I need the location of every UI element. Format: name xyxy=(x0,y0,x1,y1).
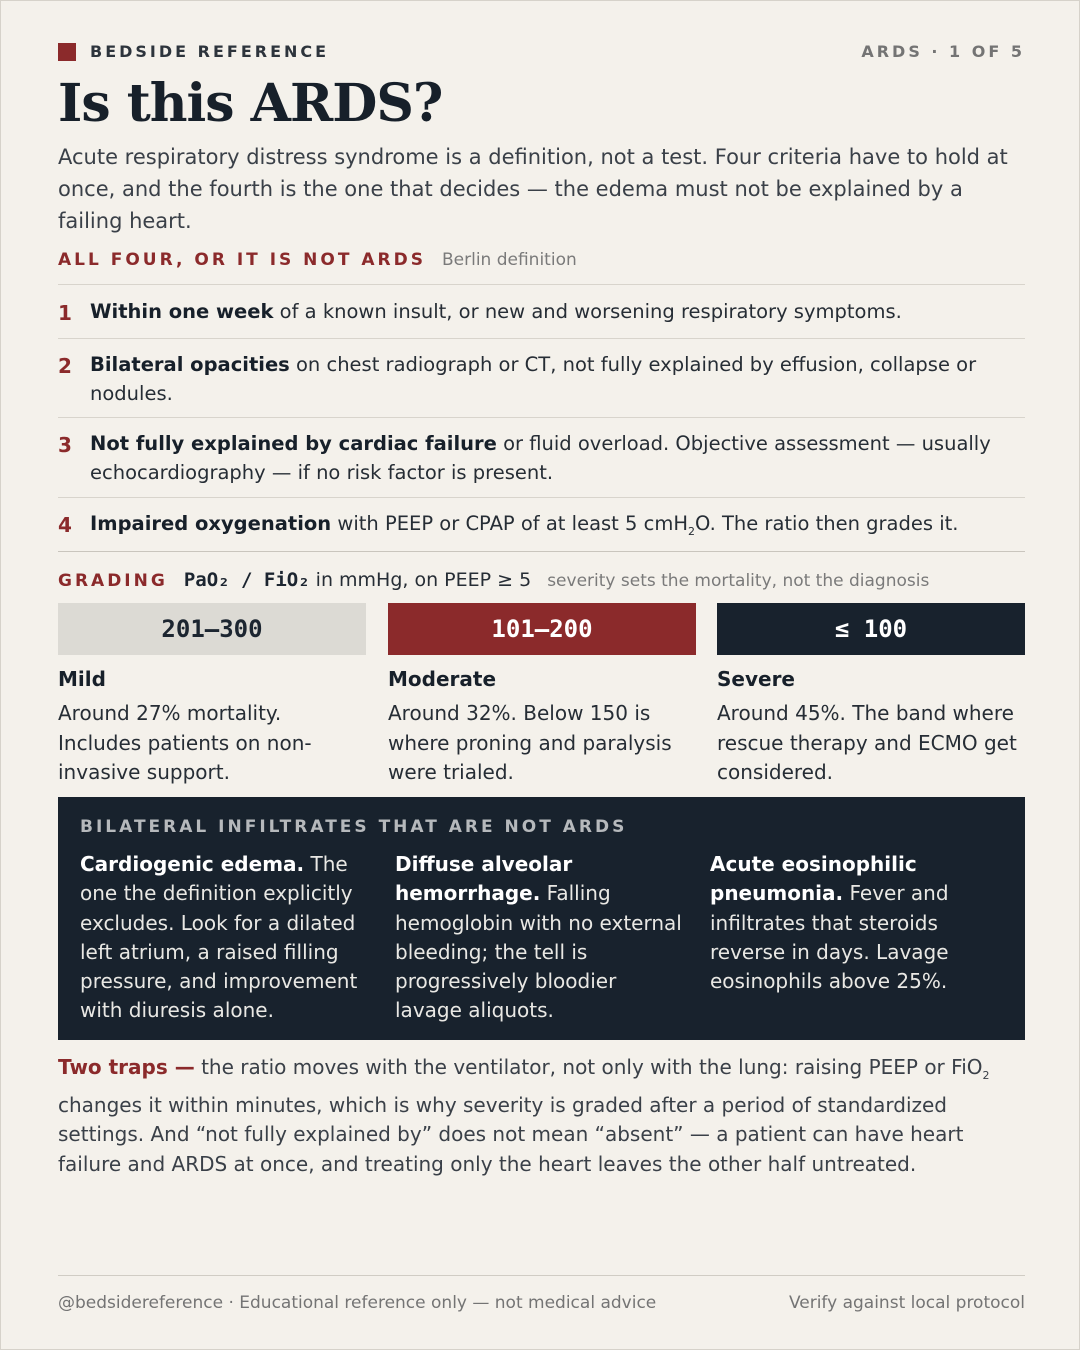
criterion-number: 2 xyxy=(58,354,72,378)
criterion-bold: Not fully explained by cardiac failure xyxy=(90,432,497,455)
brand xyxy=(58,42,329,61)
criterion-item xyxy=(58,339,1025,418)
traps-text-end: changes it within minutes, which is why severity is graded after a period of standardized settings. And “not fully explained by” does not mean “absent” — a patient can have heart failure and ARDS at once, and treating only the heart leaves the other half untreated. xyxy=(58,1092,964,1176)
criterion-bold: Bilateral opacities xyxy=(90,353,290,376)
brand-label: BEDSIDE REFERENCE xyxy=(90,42,330,61)
grading-ratio: PaO₂ / FiO₂ xyxy=(183,569,310,591)
criterion-text: on chest radiograph or CT, not fully explained by effusion, collapse or nodules. xyxy=(90,353,977,405)
page xyxy=(58,1,1025,1350)
severity-bands xyxy=(58,603,1025,793)
band-severe xyxy=(717,603,1025,788)
band-range: 101–200 xyxy=(388,603,696,655)
grading-heading xyxy=(58,569,929,591)
criterion-text: or fluid overload. Objective assessment — usually echocardiography — if no risk factor is present. xyxy=(90,432,991,484)
band-mild xyxy=(58,603,366,788)
band-moderate xyxy=(388,603,696,788)
criterion-bold: Impaired oxygenation xyxy=(90,512,332,535)
traps-text: the ratio moves with the ventilator, not only with the lung: raising PEEP or FiO xyxy=(194,1055,983,1079)
band-description: Around 45%. The band where rescue therapy and ECMO get considered. xyxy=(717,701,1017,784)
page-title: Is this ARDS? xyxy=(58,73,443,134)
band-range: 201–300 xyxy=(58,603,366,655)
mimic-item xyxy=(710,850,1002,996)
criteria-heading xyxy=(58,250,577,270)
mimic-title: Acute eosinophilic pneumonia. xyxy=(710,852,917,906)
page-indicator: ARDS · 1 OF 5 xyxy=(861,42,1025,61)
criterion-subscript: 2 xyxy=(688,524,696,538)
mimic-title: Cardiogenic edema. xyxy=(80,852,305,876)
mimic-text: Falling hemoglobin with no external bleeding; the tell is progressively bloodier lavage aliquots. xyxy=(395,881,682,1023)
mimic-text: Fever and infiltrates that steroids reverse in days. Lavage eosinophils above 25%. xyxy=(710,881,949,994)
grading-unit: in mmHg, on PEEP ≥ 5 xyxy=(315,569,532,591)
band-description: Around 27% mortality. Includes patients on non-invasive support. xyxy=(58,701,312,784)
criterion-item xyxy=(58,418,1025,498)
mimics-kicker: BILATERAL INFILTRATES THAT ARE NOT ARDS xyxy=(80,817,628,837)
criteria-list xyxy=(58,284,1025,552)
top-bar xyxy=(58,42,1025,62)
mimic-title: Diffuse alveolar hemorrhage. xyxy=(395,852,573,906)
grading-note: severity sets the mortality, not the diagnosis xyxy=(547,571,930,591)
band-range: ≤ 100 xyxy=(717,603,1025,655)
band-name: Severe xyxy=(717,667,795,691)
criterion-number: 4 xyxy=(58,513,72,537)
grading-kicker: GRADING xyxy=(58,571,168,591)
footer-divider xyxy=(58,1275,1025,1276)
band-description: Around 32%. Below 150 is where proning and paralysis were trialed. xyxy=(388,701,672,784)
traps-paragraph xyxy=(58,1053,1025,1179)
criterion-text: with PEEP or CPAP of at least 5 cmH xyxy=(331,512,689,535)
criterion-item xyxy=(58,285,1025,339)
footer-disclaimer: @bedsidereference · Educational reference only — not medical advice xyxy=(58,1293,657,1313)
traps-lead: Two traps — xyxy=(58,1055,195,1079)
footer-note: Verify against local protocol xyxy=(788,1293,1025,1313)
mimic-text: The one the definition explicitly excludes. Look for a dilated left atrium, a raised filling pressure, and improvement with diuresis alone. xyxy=(80,852,358,1023)
band-name: Mild xyxy=(58,667,106,691)
brand-square-icon xyxy=(58,43,76,61)
mimics-panel xyxy=(58,797,1025,1040)
band-name: Moderate xyxy=(388,667,497,691)
intro-paragraph: Acute respiratory distress syndrome is a definition, not a test. Four criteria have to hold at once, and the fourth is the one that decides — the edema must not be explained by a failing heart. xyxy=(58,145,1008,233)
criteria-note: Berlin definition xyxy=(441,250,577,270)
traps-subscript: 2 xyxy=(982,1069,990,1082)
criterion-text: of a known insult, or new and worsening respiratory symptoms. xyxy=(273,300,902,323)
criterion-number: 3 xyxy=(58,433,72,457)
criterion-text-end: O. The ratio then grades it. xyxy=(695,512,959,535)
criterion-item xyxy=(58,498,1025,552)
mimic-item xyxy=(80,850,372,1026)
mimic-item xyxy=(395,850,687,1026)
criterion-bold: Within one week xyxy=(90,300,274,323)
criterion-number: 1 xyxy=(58,301,72,325)
criteria-kicker: ALL FOUR, OR IT IS NOT ARDS xyxy=(58,250,426,270)
